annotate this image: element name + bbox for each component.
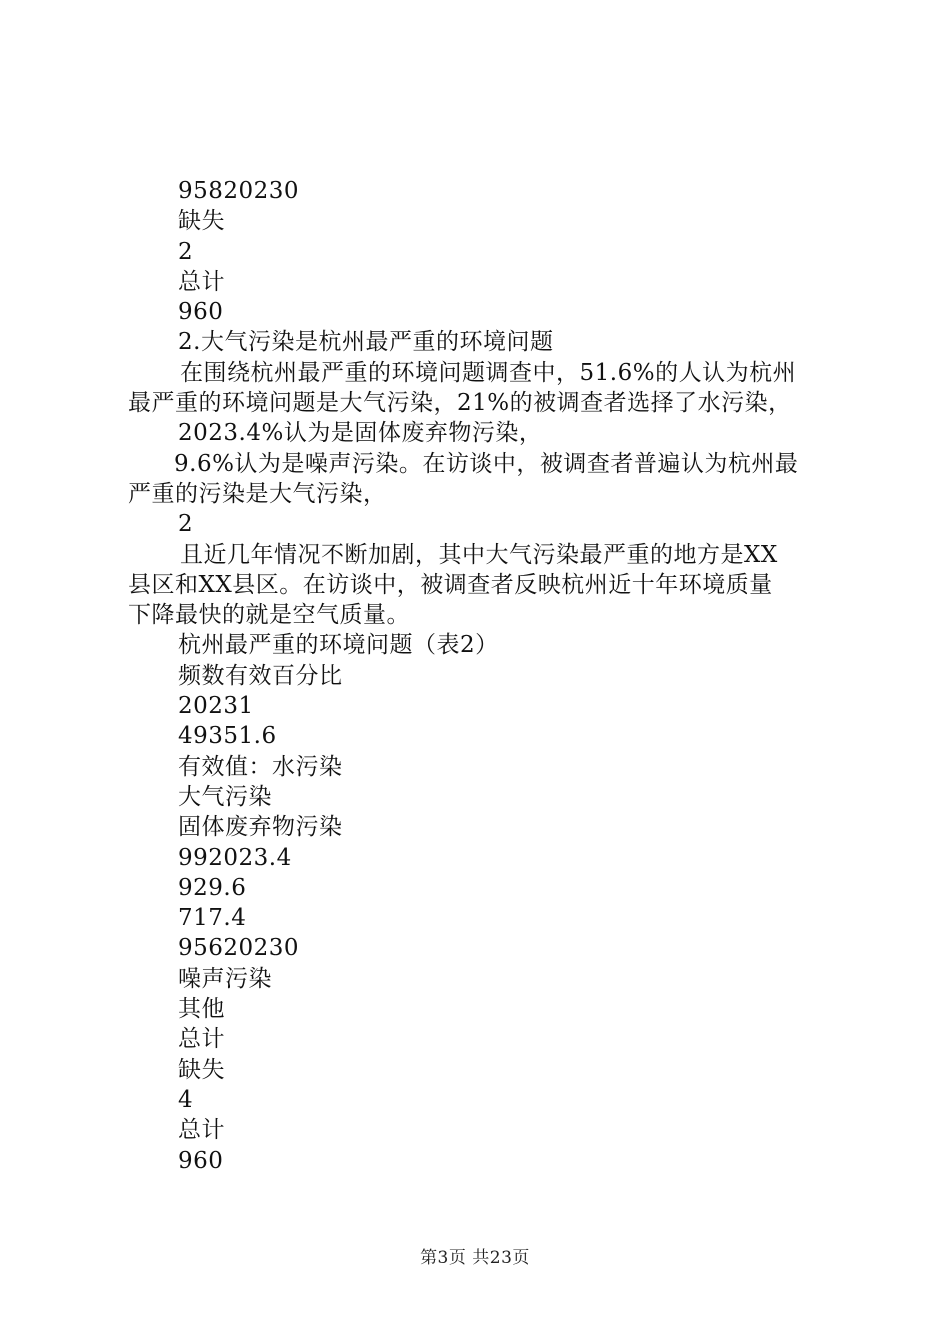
table-cell: 95620230 xyxy=(178,935,300,962)
table-cell: 总计 xyxy=(178,1026,225,1053)
table-cell: 噪声污染 xyxy=(178,965,272,992)
table-cell: 49351.6 xyxy=(178,723,277,750)
table-cell: 4 xyxy=(178,1086,194,1113)
section-heading: 2.大气污染是杭州最严重的环境问题 xyxy=(178,329,554,356)
text-line: 95820230 xyxy=(178,178,300,204)
table-cell: 717.4 xyxy=(178,905,247,932)
table-cell: 960 xyxy=(178,1147,224,1174)
paragraph xyxy=(128,358,836,419)
document-body xyxy=(128,176,836,1176)
table-cell: 有效值：水污染 xyxy=(178,753,343,780)
table-cell: 固体废弃物污染 xyxy=(178,814,343,841)
text-line: 2 xyxy=(178,238,194,265)
table-cell: 992023.4 xyxy=(178,844,292,871)
table-cell: 929.6 xyxy=(178,874,247,901)
page-number-footer: 第3页 共23页 xyxy=(420,1248,530,1268)
table-text-block xyxy=(128,630,836,1175)
text-line: 2 xyxy=(178,511,194,538)
paragraph-line: 下降最快的就是空气质量。 xyxy=(128,602,410,629)
table-cell: 20231 xyxy=(178,693,254,720)
text-line: 960 xyxy=(178,299,224,326)
text-line: 2023.4%认为是固体废弃物污染， xyxy=(178,420,543,447)
paragraph-line: 县区和XX县区。在访谈中，被调查者反映杭州近十年环境质量 xyxy=(128,571,773,598)
table-cell: 其他 xyxy=(178,996,225,1023)
table-cell: 缺失 xyxy=(178,1056,225,1083)
paragraph-line: 严重的污染是大气污染， xyxy=(128,480,387,507)
paragraph-line: 在围绕杭州最严重的环境问题调查中，51.6%的人认为杭州 xyxy=(180,359,797,386)
text-line: 总计 xyxy=(178,268,225,295)
paragraph-line: 且近几年情况不断加剧，其中大气污染最严重的地方是XX xyxy=(180,541,778,568)
table-caption: 杭州最严重的环境问题（表2） xyxy=(178,632,499,659)
table-header: 频数有效百分比 xyxy=(178,662,343,689)
paragraph-line: 9.6%认为是噪声污染。在访谈中，被调查者普遍认为杭州最 xyxy=(174,450,799,477)
paragraph xyxy=(128,449,836,510)
table-cell: 总计 xyxy=(178,1117,225,1144)
text-line: 缺失 xyxy=(178,208,225,235)
table-cell: 大气污染 xyxy=(178,783,272,810)
paragraph-line: 最严重的环境问题是大气污染，21%的被调查者选择了水污染， xyxy=(128,390,792,417)
paragraph xyxy=(128,540,836,631)
